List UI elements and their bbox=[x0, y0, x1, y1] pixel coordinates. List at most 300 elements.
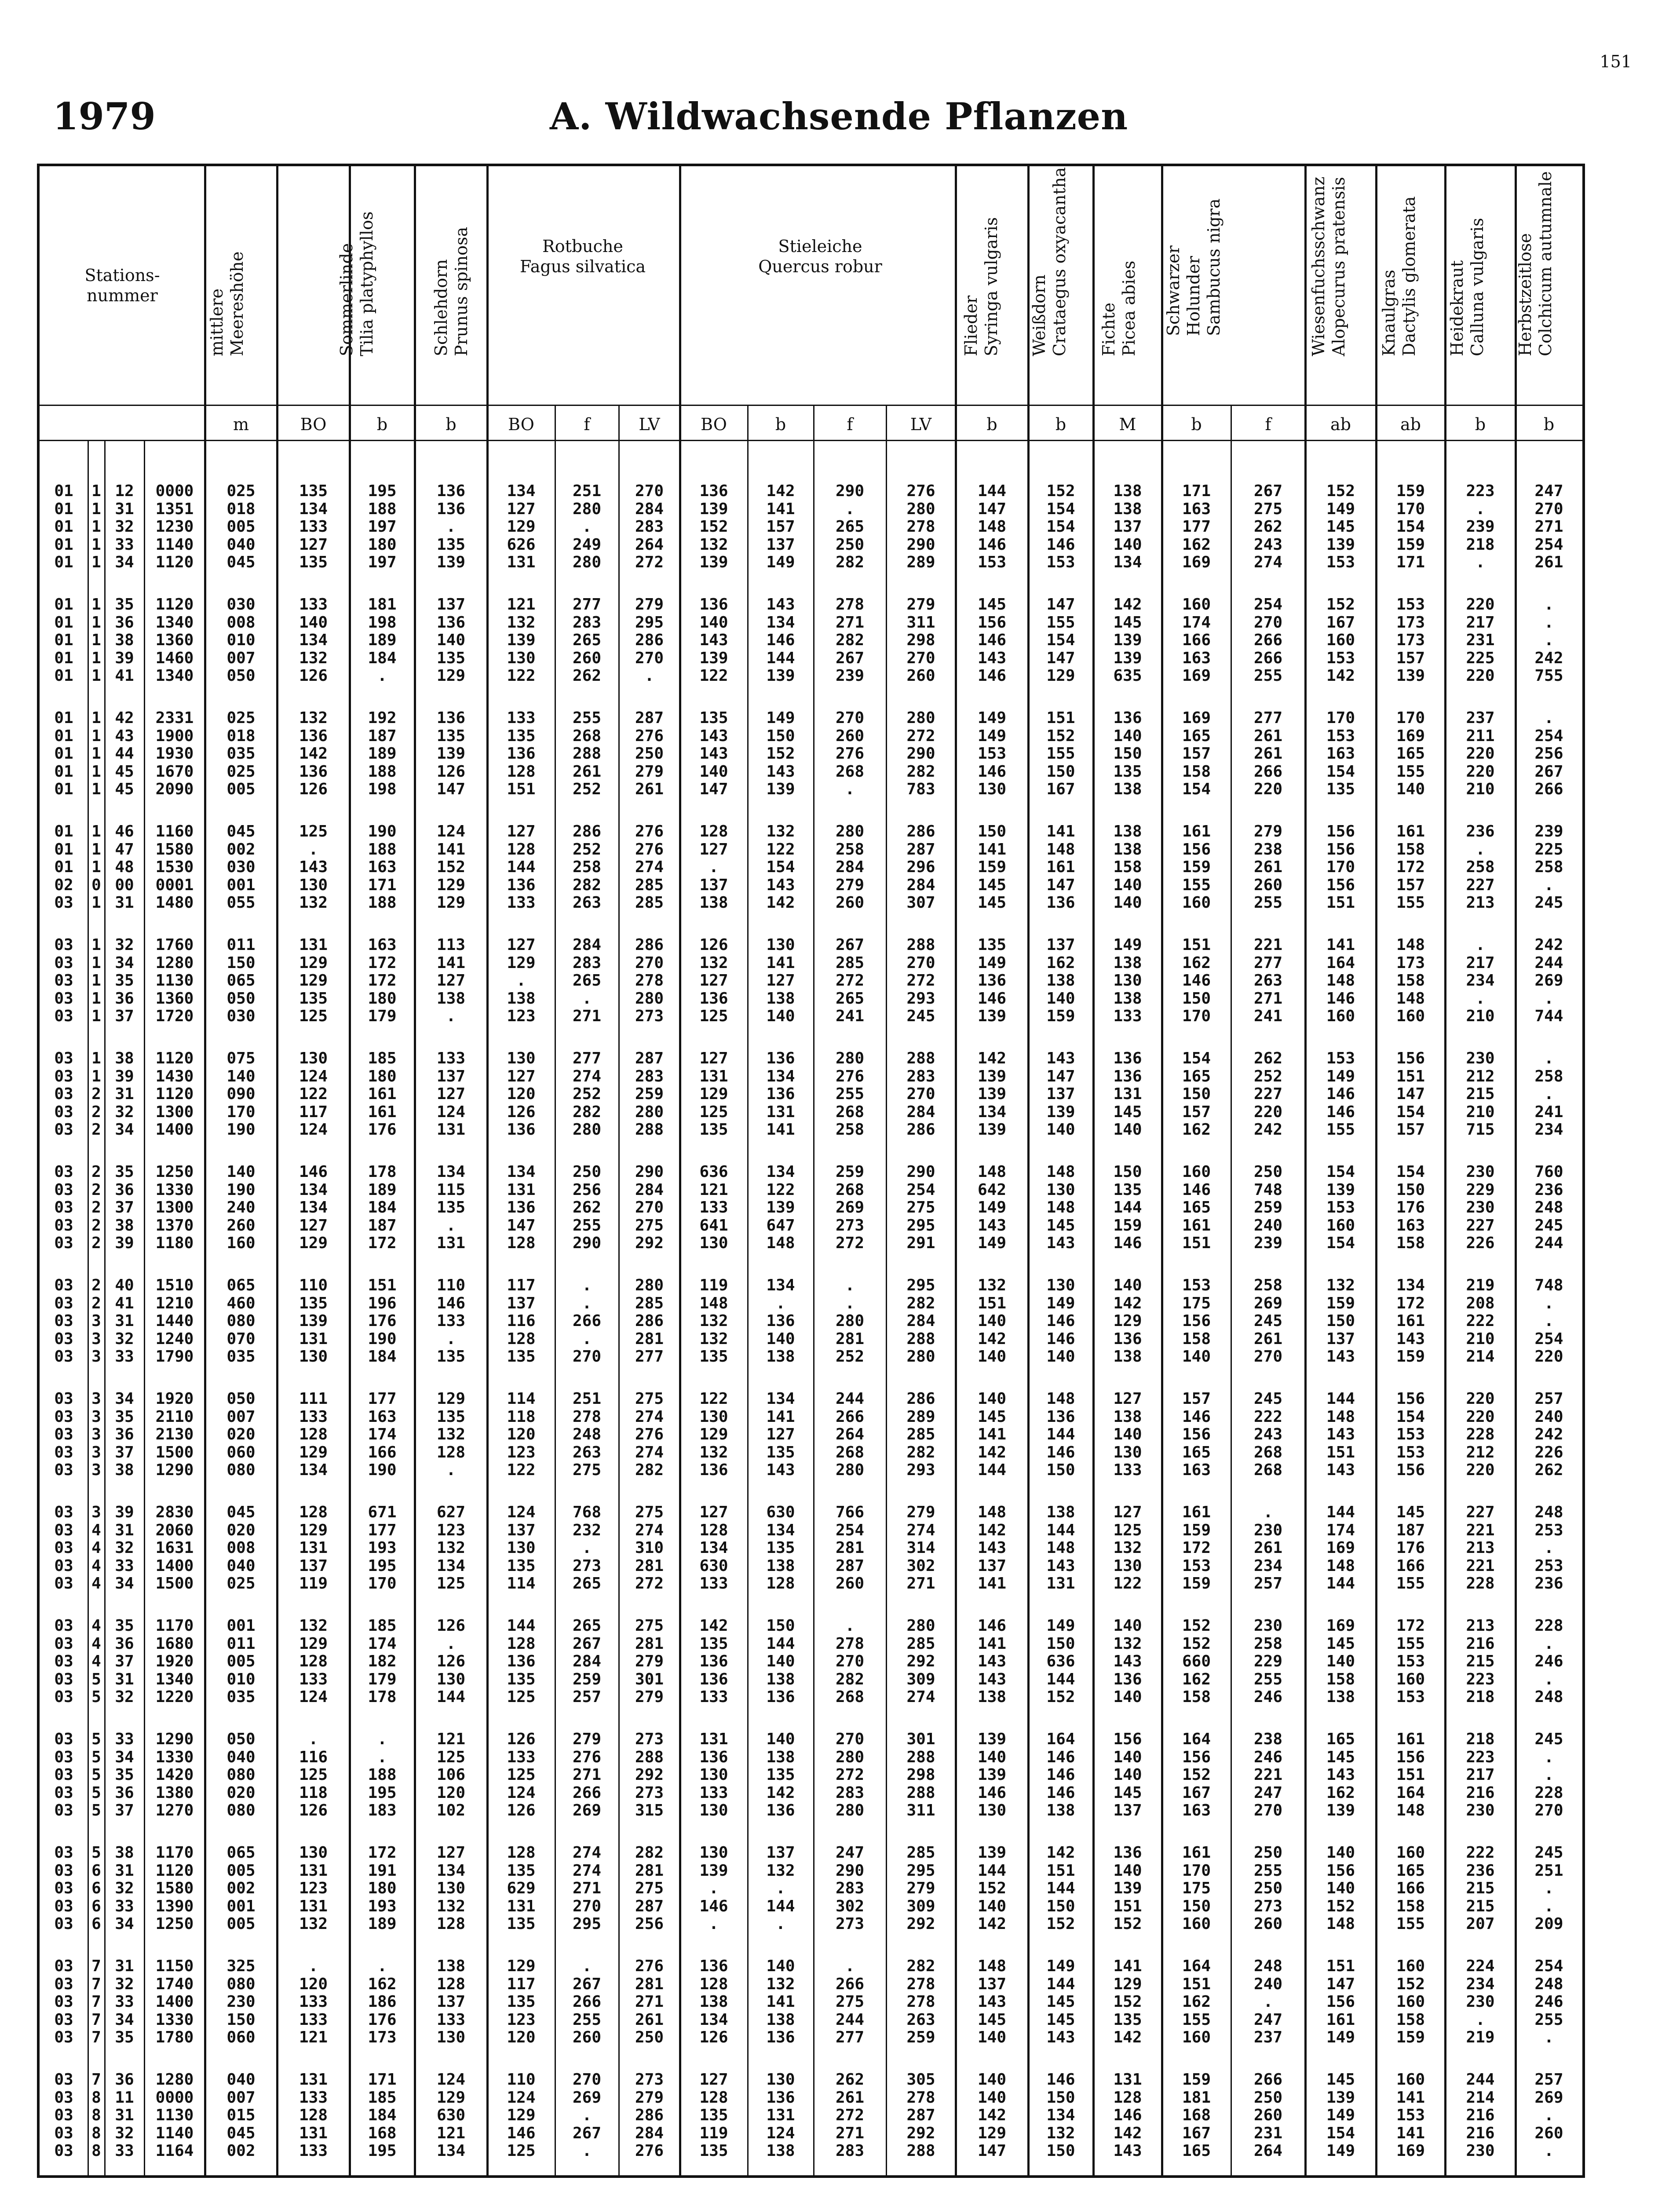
table-cell: 135 bbox=[699, 1634, 728, 1653]
table-cell: 146 bbox=[1182, 972, 1211, 990]
table-cell: 301 bbox=[635, 1670, 664, 1688]
table-cell: 153 bbox=[977, 745, 1007, 763]
table-cell: 153 bbox=[1396, 1652, 1425, 1671]
table-cell: 138 bbox=[766, 2142, 795, 2160]
table-row bbox=[0, 1444, 1680, 1461]
table-cell: 130 bbox=[299, 876, 328, 894]
table-cell: 258 bbox=[1534, 858, 1563, 877]
table-cell: . bbox=[845, 500, 855, 518]
table-cell: 3 bbox=[91, 1407, 101, 1426]
table-cell: 257 bbox=[1253, 1574, 1283, 1593]
table-cell: 157 bbox=[1396, 649, 1425, 667]
table-cell: 144 bbox=[1046, 1670, 1075, 1688]
table-cell: 130 bbox=[1113, 1556, 1142, 1575]
table-cell: 00 bbox=[115, 876, 134, 894]
table-row bbox=[0, 1636, 1680, 1652]
table-cell: 03 bbox=[54, 1861, 73, 1880]
table-cell: 168 bbox=[368, 2124, 397, 2142]
table-cell: 234 bbox=[1466, 972, 1495, 990]
table-cell: 181 bbox=[1182, 2088, 1211, 2107]
table-cell: 080 bbox=[226, 1801, 256, 1820]
table-cell: . bbox=[1544, 631, 1554, 650]
table-cell: 156 bbox=[1326, 822, 1355, 840]
table-cell: 276 bbox=[635, 840, 664, 858]
table-cell: 144 bbox=[766, 1897, 795, 1915]
table-cell: 127 bbox=[507, 936, 536, 954]
table-cell: 135 bbox=[436, 649, 466, 667]
table-cell: 267 bbox=[1253, 482, 1283, 500]
table-cell: 2 bbox=[91, 1121, 101, 1139]
table-cell: 161 bbox=[1046, 858, 1075, 877]
table-cell: 250 bbox=[1253, 1163, 1283, 1181]
table-cell: 244 bbox=[835, 1390, 865, 1408]
table-cell: . bbox=[582, 1276, 592, 1294]
table-row bbox=[0, 937, 1680, 953]
table-row bbox=[0, 1391, 1680, 1407]
table-cell: 129 bbox=[699, 1085, 728, 1103]
table-cell: 135 bbox=[699, 2142, 728, 2160]
table-cell: 33 bbox=[115, 1556, 134, 1575]
table-cell: 121 bbox=[299, 2028, 328, 2047]
table-cell: 276 bbox=[835, 1067, 865, 1085]
table-cell: 133 bbox=[507, 894, 536, 912]
table-cell: 280 bbox=[635, 1103, 664, 1121]
table-cell: 46 bbox=[115, 822, 134, 840]
table-cell: 146 bbox=[1326, 989, 1355, 1008]
table-cell: 149 bbox=[1046, 1957, 1075, 1975]
table-cell: 276 bbox=[835, 745, 865, 763]
table-cell: 150 bbox=[1396, 1180, 1425, 1199]
table-cell: 146 bbox=[1046, 535, 1075, 554]
table-cell: 292 bbox=[635, 1766, 664, 1784]
table-cell: 1 bbox=[91, 727, 101, 745]
table-cell: 234 bbox=[1466, 1975, 1495, 1993]
table-cell: 3 bbox=[91, 1348, 101, 1366]
table-cell: 140 bbox=[1046, 1348, 1075, 1366]
table-cell: 279 bbox=[1253, 822, 1283, 840]
table-cell: 3 bbox=[91, 1312, 101, 1330]
table-cell: 31 bbox=[115, 2106, 134, 2125]
table-cell: 090 bbox=[226, 1085, 256, 1103]
table-cell: 131 bbox=[299, 2071, 328, 2089]
table-cell: 135 bbox=[507, 1556, 536, 1575]
table-cell: 6 bbox=[91, 1915, 101, 1933]
table-cell: 03 bbox=[54, 1180, 73, 1199]
table-cell: 035 bbox=[226, 745, 256, 763]
table-cell: 132 bbox=[299, 649, 328, 667]
table-cell: 35 bbox=[115, 1617, 134, 1635]
table-cell: 134 bbox=[507, 1163, 536, 1181]
table-cell: 01 bbox=[54, 613, 73, 632]
table-cell: 230 bbox=[1253, 1521, 1283, 1539]
table-cell: 1 bbox=[91, 1007, 101, 1026]
table-cell: 158 bbox=[1182, 762, 1211, 781]
table-cell: 143 bbox=[1326, 1766, 1355, 1784]
table-cell: 4 bbox=[91, 1634, 101, 1653]
table-cell: 138 bbox=[766, 1348, 795, 1366]
table-cell: 289 bbox=[906, 553, 935, 572]
table-cell: 1250 bbox=[155, 1915, 194, 1933]
table-cell: 278 bbox=[906, 2088, 935, 2107]
table-cell: 124 bbox=[436, 1103, 466, 1121]
table-cell: 160 bbox=[1326, 1216, 1355, 1235]
table-cell: 135 bbox=[436, 535, 466, 554]
table-cell: 148 bbox=[1046, 1539, 1075, 1557]
table-cell: 196 bbox=[368, 1294, 397, 1312]
table-cell: 38 bbox=[115, 1049, 134, 1067]
table-cell: 1 bbox=[91, 953, 101, 972]
table-cell: 124 bbox=[507, 1503, 536, 1521]
table-cell: 150 bbox=[1113, 745, 1142, 763]
table-cell: 248 bbox=[1534, 1503, 1563, 1521]
table-cell: 140 bbox=[1326, 1652, 1355, 1671]
table-cell: . bbox=[377, 667, 387, 685]
table-cell: 150 bbox=[1046, 1897, 1075, 1915]
table-row bbox=[0, 632, 1680, 648]
table-cell: 145 bbox=[977, 595, 1007, 614]
table-cell: 1420 bbox=[155, 1766, 194, 1784]
table-cell: 141 bbox=[1396, 2088, 1425, 2107]
table-cell: 1 bbox=[91, 595, 101, 614]
table-cell: . bbox=[709, 1879, 719, 1898]
table-cell: 189 bbox=[368, 745, 397, 763]
table-cell: 129 bbox=[299, 1234, 328, 1253]
table-cell: . bbox=[582, 989, 592, 1008]
table-cell: 138 bbox=[1113, 840, 1142, 858]
table-cell: 173 bbox=[1396, 631, 1425, 650]
table-cell: 215 bbox=[1466, 1085, 1495, 1103]
table-cell: 216 bbox=[1466, 1634, 1495, 1653]
table-cell: 220 bbox=[1466, 1407, 1495, 1426]
table-cell: 246 bbox=[1253, 1688, 1283, 1706]
table-cell: 171 bbox=[1182, 482, 1211, 500]
table-cell: 159 bbox=[1396, 535, 1425, 554]
table-cell: 31 bbox=[115, 1670, 134, 1688]
table-cell: 286 bbox=[906, 1390, 935, 1408]
table-cell: 040 bbox=[226, 1748, 256, 1766]
table-cell: 152 bbox=[766, 745, 795, 763]
table-cell: 160 bbox=[1396, 1957, 1425, 1975]
table-cell: 272 bbox=[635, 553, 664, 572]
table-row bbox=[0, 1618, 1680, 1634]
table-cell: 270 bbox=[635, 649, 664, 667]
table-cell: . bbox=[1544, 1748, 1554, 1766]
table-cell: 134 bbox=[1396, 1276, 1425, 1294]
table-cell: 32 bbox=[115, 936, 134, 954]
table-cell: 157 bbox=[1182, 745, 1211, 763]
table-cell: 171 bbox=[368, 2071, 397, 2089]
table-cell: 119 bbox=[299, 1574, 328, 1593]
table-cell: 03 bbox=[54, 1993, 73, 2011]
table-cell: 133 bbox=[436, 2010, 466, 2029]
table-cell: 150 bbox=[226, 953, 256, 972]
unit-label: BO bbox=[508, 415, 534, 434]
table-cell: 295 bbox=[906, 1861, 935, 1880]
table-cell: 239 bbox=[835, 667, 865, 685]
table-cell: 149 bbox=[977, 1198, 1007, 1217]
table-cell: 125 bbox=[436, 1574, 466, 1593]
table-cell: 159 bbox=[1396, 482, 1425, 500]
table-cell: 266 bbox=[572, 1312, 602, 1330]
table-cell: 315 bbox=[635, 1801, 664, 1820]
table-cell: 159 bbox=[977, 858, 1007, 877]
table-cell: 290 bbox=[906, 535, 935, 554]
table-cell: 159 bbox=[1046, 1007, 1075, 1026]
table-cell: 162 bbox=[1182, 1121, 1211, 1139]
table-cell: 146 bbox=[436, 1294, 466, 1312]
table-cell: 142 bbox=[1113, 2028, 1142, 2047]
table-cell: 117 bbox=[507, 1276, 536, 1294]
table-cell: 1360 bbox=[155, 989, 194, 1008]
table-cell: 158 bbox=[1396, 1897, 1425, 1915]
table-cell: 255 bbox=[835, 1085, 865, 1103]
table-cell: 139 bbox=[299, 1312, 328, 1330]
table-cell: 018 bbox=[226, 727, 256, 745]
table-cell: 138 bbox=[766, 1556, 795, 1575]
table-cell: 140 bbox=[977, 1390, 1007, 1408]
table-cell: 035 bbox=[226, 1348, 256, 1366]
table-cell: 254 bbox=[1253, 595, 1283, 614]
table-cell: 131 bbox=[299, 1897, 328, 1915]
table-cell: 37 bbox=[115, 1007, 134, 1026]
table-cell: 123 bbox=[436, 1521, 466, 1539]
table-cell: 261 bbox=[1253, 727, 1283, 745]
table-cell: 236 bbox=[1466, 822, 1495, 840]
table-cell: 145 bbox=[1326, 518, 1355, 536]
table-cell: 152 bbox=[1182, 1766, 1211, 1784]
table-cell: 282 bbox=[906, 1957, 935, 1975]
table-cell: 220 bbox=[1466, 762, 1495, 781]
table-cell: 135 bbox=[299, 989, 328, 1008]
table-cell: 305 bbox=[906, 2071, 935, 2089]
table-cell: 281 bbox=[635, 1634, 664, 1653]
table-cell: 138 bbox=[1113, 989, 1142, 1008]
table-cell: 157 bbox=[1396, 876, 1425, 894]
table-cell: 139 bbox=[977, 1730, 1007, 1748]
table-cell: 220 bbox=[1466, 1461, 1495, 1479]
table-cell: 154 bbox=[766, 858, 795, 877]
table-row bbox=[0, 763, 1680, 780]
table-cell: 127 bbox=[699, 840, 728, 858]
table-cell: 146 bbox=[977, 1783, 1007, 1802]
table-cell: . bbox=[1544, 1897, 1554, 1915]
table-cell: 1380 bbox=[155, 1783, 194, 1802]
table-cell: 271 bbox=[635, 1993, 664, 2011]
table-cell: 259 bbox=[906, 2028, 935, 2047]
table-cell: 0000 bbox=[155, 482, 194, 500]
table-cell: 045 bbox=[226, 553, 256, 572]
table-cell: 140 bbox=[1113, 1861, 1142, 1880]
table-cell: 270 bbox=[906, 1085, 935, 1103]
table-cell: 224 bbox=[1466, 1957, 1495, 1975]
table-cell: 213 bbox=[1466, 1617, 1495, 1635]
table-cell: 154 bbox=[1326, 1163, 1355, 1181]
table-cell: 134 bbox=[766, 1276, 795, 1294]
table-cell: 140 bbox=[1113, 1276, 1142, 1294]
table-cell: 156 bbox=[1182, 840, 1211, 858]
table-cell: 298 bbox=[906, 631, 935, 650]
table-cell: 285 bbox=[906, 1425, 935, 1444]
table-cell: 148 bbox=[1046, 840, 1075, 858]
table-cell: 1580 bbox=[155, 1879, 194, 1898]
table-cell: 158 bbox=[1182, 1330, 1211, 1348]
table-cell: 284 bbox=[572, 1652, 602, 1671]
table-cell: 220 bbox=[1466, 667, 1495, 685]
table-cell: 163 bbox=[1182, 1801, 1211, 1820]
table-cell: 32 bbox=[115, 1330, 134, 1348]
table-cell: 005 bbox=[226, 1652, 256, 1671]
table-cell: 140 bbox=[1113, 876, 1142, 894]
table-cell: 141 bbox=[436, 840, 466, 858]
table-cell: 138 bbox=[1113, 1348, 1142, 1366]
table-cell: 110 bbox=[436, 1276, 466, 1294]
table-cell: 133 bbox=[436, 1049, 466, 1067]
table-cell: 156 bbox=[1182, 1748, 1211, 1766]
table-cell: 282 bbox=[906, 1443, 935, 1461]
table-cell: 48 bbox=[115, 858, 134, 877]
table-cell: 149 bbox=[766, 709, 795, 727]
table-cell: 136 bbox=[977, 972, 1007, 990]
table-cell: 270 bbox=[1534, 500, 1563, 518]
table-cell: 138 bbox=[699, 1993, 728, 2011]
table-cell: 217 bbox=[1466, 1766, 1495, 1784]
table-cell: 276 bbox=[906, 482, 935, 500]
table-cell: 137 bbox=[977, 1556, 1007, 1575]
table-cell: 126 bbox=[507, 1730, 536, 1748]
table-cell: 123 bbox=[299, 1879, 328, 1898]
table-cell: 138 bbox=[766, 989, 795, 1008]
table-cell: 265 bbox=[572, 1617, 602, 1635]
table-cell: 169 bbox=[1182, 667, 1211, 685]
table-cell: 744 bbox=[1534, 1007, 1563, 1026]
table-cell: 247 bbox=[1253, 1783, 1283, 1802]
table-cell: 132 bbox=[1326, 1276, 1355, 1294]
table-cell: 258 bbox=[572, 858, 602, 877]
table-cell: 238 bbox=[1253, 840, 1283, 858]
table-cell: 302 bbox=[906, 1556, 935, 1575]
table-cell: 143 bbox=[1113, 2142, 1142, 2160]
table-cell: 080 bbox=[226, 1312, 256, 1330]
table-cell: 1 bbox=[91, 535, 101, 554]
table-cell: 134 bbox=[699, 1539, 728, 1557]
table-cell: 2060 bbox=[155, 1521, 194, 1539]
table-cell: 125 bbox=[299, 1766, 328, 1784]
table-cell: 254 bbox=[835, 1521, 865, 1539]
table-cell: 212 bbox=[1466, 1067, 1495, 1085]
table-cell: 146 bbox=[507, 2124, 536, 2142]
table-cell: 278 bbox=[906, 518, 935, 536]
table-cell: 146 bbox=[766, 631, 795, 650]
table-cell: 162 bbox=[1326, 1783, 1355, 1802]
table-cell: 31 bbox=[115, 1085, 134, 1103]
table-cell: 149 bbox=[1046, 1294, 1075, 1312]
table-cell: 154 bbox=[1046, 518, 1075, 536]
table-cell: 128 bbox=[299, 1503, 328, 1521]
table-cell: 1340 bbox=[155, 1670, 194, 1688]
table-cell: 128 bbox=[507, 1844, 536, 1862]
table-cell: 261 bbox=[1253, 1539, 1283, 1557]
table-cell: 128 bbox=[299, 1425, 328, 1444]
table-cell: 136 bbox=[436, 500, 466, 518]
table-cell: 160 bbox=[1326, 631, 1355, 650]
header-rule bbox=[40, 405, 1582, 406]
table-cell: 149 bbox=[1326, 2142, 1355, 2160]
table-cell: 215 bbox=[1466, 1652, 1495, 1671]
table-cell: 228 bbox=[1534, 1617, 1563, 1635]
table-cell: 162 bbox=[368, 1975, 397, 1993]
table-cell: 242 bbox=[1534, 936, 1563, 954]
table-cell: 145 bbox=[977, 1407, 1007, 1426]
table-cell: 147 bbox=[977, 2142, 1007, 2160]
table-cell: 146 bbox=[1046, 1783, 1075, 1802]
header-holunder: Schwarzer Holunder Sambucus nigra bbox=[1164, 198, 1223, 336]
table-cell: 020 bbox=[226, 1521, 256, 1539]
table-cell: 011 bbox=[226, 936, 256, 954]
table-cell: 33 bbox=[115, 2142, 134, 2160]
table-cell: 274 bbox=[572, 1861, 602, 1880]
table-cell: 128 bbox=[1113, 2088, 1142, 2107]
table-cell: 211 bbox=[1466, 727, 1495, 745]
table-cell: 136 bbox=[507, 745, 536, 763]
table-cell: 132 bbox=[699, 1443, 728, 1461]
table-cell: 270 bbox=[1253, 1801, 1283, 1820]
table-cell: 03 bbox=[54, 1294, 73, 1312]
table-cell: 151 bbox=[368, 1276, 397, 1294]
table-cell: 278 bbox=[572, 1407, 602, 1426]
table-cell: 134 bbox=[766, 1390, 795, 1408]
table-cell: 172 bbox=[368, 953, 397, 972]
table-cell: 152 bbox=[1046, 1915, 1075, 1933]
table-cell: 176 bbox=[1396, 1198, 1425, 1217]
table-cell: 290 bbox=[835, 1861, 865, 1880]
table-cell: 4 bbox=[91, 1521, 101, 1539]
table-cell: 230 bbox=[1466, 1198, 1495, 1217]
table-cell: 250 bbox=[1253, 1844, 1283, 1862]
table-cell: . bbox=[446, 1330, 456, 1348]
table-cell: 135 bbox=[977, 936, 1007, 954]
table-cell: 01 bbox=[54, 482, 73, 500]
table-cell: 159 bbox=[1326, 1294, 1355, 1312]
table-cell: 282 bbox=[835, 1670, 865, 1688]
table-cell: 147 bbox=[977, 500, 1007, 518]
table-cell: 03 bbox=[54, 2071, 73, 2089]
table-cell: 270 bbox=[1253, 613, 1283, 632]
table-cell: 131 bbox=[299, 1330, 328, 1348]
table-cell: 128 bbox=[699, 2088, 728, 2107]
table-cell: 38 bbox=[115, 631, 134, 650]
table-cell: 119 bbox=[699, 1276, 728, 1294]
table-header bbox=[40, 166, 1582, 405]
table-cell: 1330 bbox=[155, 2010, 194, 2029]
table-cell: 1920 bbox=[155, 1390, 194, 1408]
table-cell: 156 bbox=[1182, 1312, 1211, 1330]
table-cell: 03 bbox=[54, 1121, 73, 1139]
table-cell: 135 bbox=[299, 553, 328, 572]
table-cell: 144 bbox=[1326, 1503, 1355, 1521]
table-cell: . bbox=[377, 1957, 387, 1975]
table-cell: 40 bbox=[115, 1276, 134, 1294]
table-cell: 184 bbox=[368, 2106, 397, 2125]
table-cell: 03 bbox=[54, 1049, 73, 1067]
header-sommerlinde: Sommerlinde Tilia platyphyllos bbox=[337, 211, 376, 356]
table-cell: 170 bbox=[1182, 1861, 1211, 1880]
table-cell: 164 bbox=[1046, 1730, 1075, 1748]
table-cell: 7 bbox=[91, 2071, 101, 2089]
table-cell: 145 bbox=[977, 894, 1007, 912]
table-cell: 102 bbox=[436, 1801, 466, 1820]
table-cell: . bbox=[845, 1957, 855, 1975]
unit-label: b bbox=[376, 415, 388, 434]
